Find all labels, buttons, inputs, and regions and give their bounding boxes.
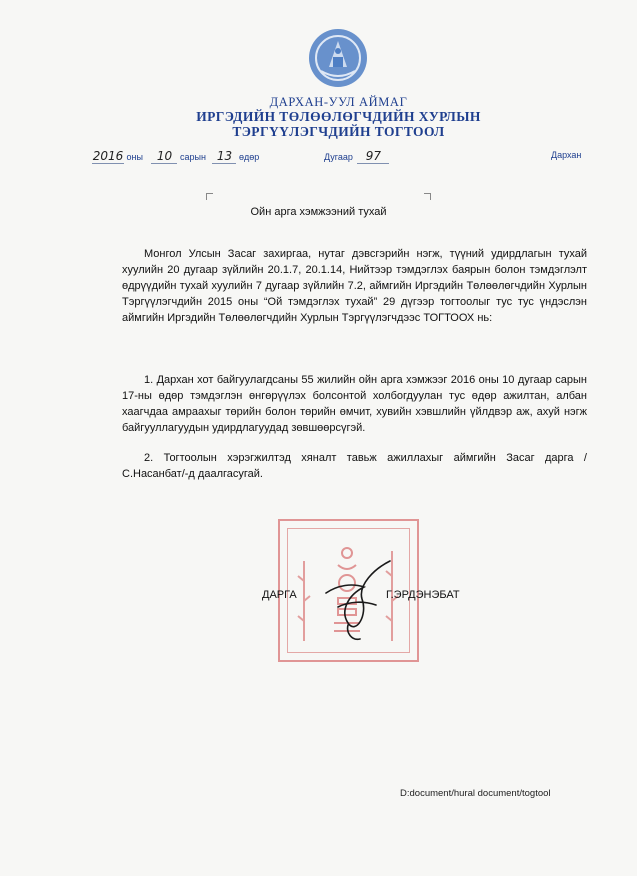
decision-item-2: 2. Тогтоолын хэрэгжилтэд хяналт тавьж ажиллахыг аймгийн Засаг дарга /С.Насанбат/-д даалгасугай. xyxy=(122,452,587,480)
number-label: Дугаар xyxy=(324,152,353,162)
corner-mark-right xyxy=(424,193,431,200)
corner-mark-left xyxy=(206,193,213,200)
state-emblem-icon xyxy=(307,27,369,89)
decision-item-1: 1. Дархан хот байгуулагдсаны 55 жилийн ойн арга хэмжээг 2016 оны 10 дугаар сарын 17-ны өдөр тэмдэглэн өнгөрүүлэх болсонтой холбогдуулан тус өдөр ажилтан, албан хаагчдаа амраахыг төрийн болон төрийн өмчит, хувийн хэвшлийн үйлдвэр аж, ахуй нэгж байгууллагуудын удирдлагуудад зөвшөөрсүгэй. xyxy=(122,374,587,434)
date-day: 13 xyxy=(212,150,236,164)
document-number: 97 xyxy=(357,150,389,164)
handwritten-signature xyxy=(318,555,396,645)
date-year: 2016 xyxy=(92,149,124,163)
date-year-suffix: оны xyxy=(126,152,143,162)
place-field: Дархан xyxy=(551,150,582,160)
signatory-name: Г.ЭРДЭНЭБАТ xyxy=(386,589,460,601)
footer-file-path: D:document/hural document/togtool xyxy=(400,788,551,799)
date-field xyxy=(92,150,259,164)
signatory-title: ДАРГА xyxy=(262,589,297,601)
document-subject: Ойн арга хэмжээний тухай xyxy=(250,206,387,218)
organization-name: ДАРХАН-УУЛ АЙМАГ xyxy=(269,95,408,109)
number-field xyxy=(324,150,389,164)
document-title-line2: ТЭРГҮҮЛЭГЧДИЙН ТОГТООЛ xyxy=(232,124,445,139)
date-month: 10 xyxy=(151,150,177,164)
document-title-line1: ИРГЭДИЙН ТӨЛӨӨЛӨГЧДИЙН ХУРЛЫН xyxy=(196,109,481,124)
preamble-paragraph: Монгол Улсын Засаг захиргаа, нутаг дэвсгэрийн нэгж, түүний удирдлагын тухай хуулийн 20 дугаар зүйлийн 20.1.7, 20.1.14, Нийтээр тэмдэглэх баярын болон тэмдэглэлт өдрүүдийн тухай хуулийн 7 дугаар зүйлийн 7.2, аймгийн Иргэдийн Төлөөлөгчдийн Хурлын Тэргүүлэгчдийн 2015 оны “Ой тэмдэглэх тухай” 29 дүгээр тогтоолыг тус тус үндэслэн аймгийн Иргэдийн Төлөөлөгчдийн Хурлын Тэргүүлэгчдээс ТОГТООХ нь: xyxy=(122,248,587,324)
date-month-suffix: сарын xyxy=(180,152,206,162)
stamp-script-left-icon xyxy=(294,561,314,641)
date-day-suffix: өдөр xyxy=(238,152,260,162)
